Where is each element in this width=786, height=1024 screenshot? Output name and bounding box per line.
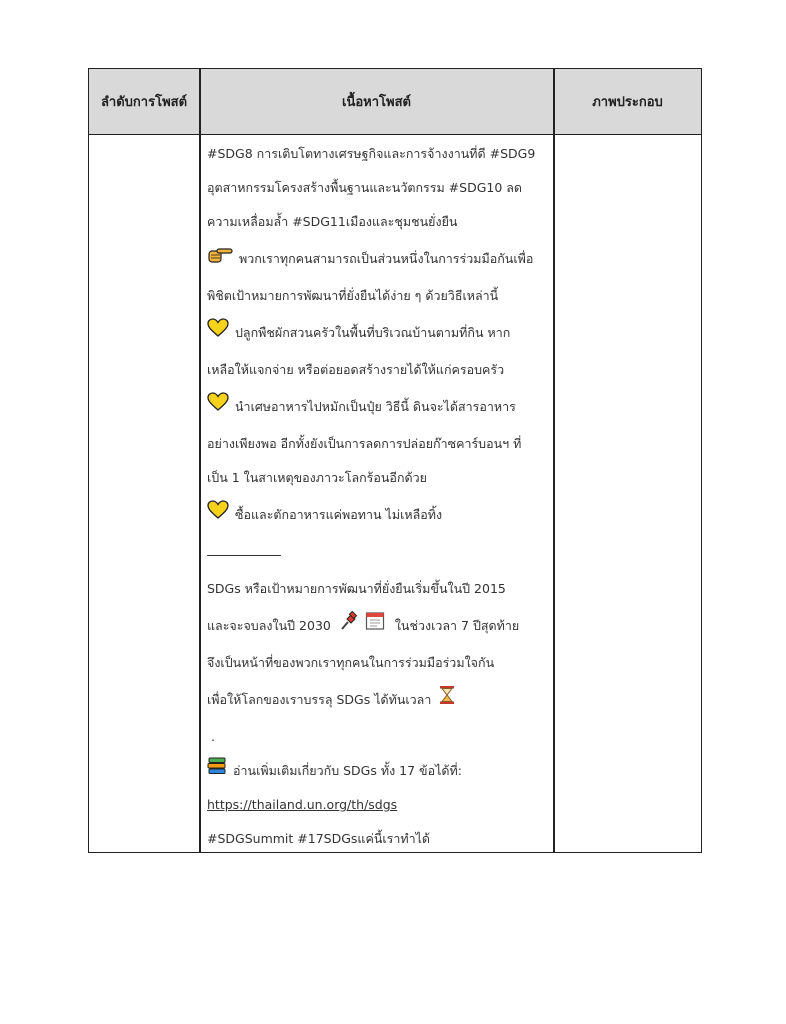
- post-line: จึงเป็นหน้าที่ของพวกเราทุกคนในการร่วมมือร่วมใจกัน: [207, 655, 495, 670]
- dot-text: .: [211, 729, 215, 744]
- post-line: อุตสาหกรรมโครงสร้างพื้นฐานและนวัตกรรม #SDG10 ลด: [207, 180, 523, 195]
- header-post-order: ลำดับการโพสต์: [100, 94, 188, 110]
- post-line-text: ในช่วงเวลา 7 ปีสุดท้าย: [394, 618, 520, 633]
- post-line: เป็น 1 ในสาเหตุของภาวะโลกร้อนอีกด้วย: [207, 470, 427, 485]
- post-line: [207, 683, 547, 720]
- post-line-text: ปลูกพืชผักสวนครัวในพื้นที่บริเวณบ้านตามที่กิน หาก: [235, 325, 511, 340]
- post-line: ความเหลื่อมล้ำ #SDG11เมืองและชุมชนยั่งยืน: [207, 214, 458, 229]
- post-line-text: นำเศษอาหารไปหมักเป็นปุ๋ย วิธีนี้ ดินจะได้สารอาหาร: [235, 399, 516, 414]
- sdgs-link[interactable]: https://thailand.un.org/th/sdgs: [207, 797, 398, 812]
- column-divider-1: [199, 69, 201, 852]
- post-line: [207, 788, 547, 822]
- content-table: [88, 68, 702, 853]
- post-line: [207, 390, 547, 427]
- calendar-icon: [365, 610, 385, 644]
- post-line: [207, 498, 547, 535]
- yellow-heart-icon: [207, 317, 229, 351]
- separator-line: [207, 535, 547, 572]
- post-line: SDGs หรือเป้าหมายการพัฒนาที่ยั่งยืนเริ่มขึ้นในปี 2015: [207, 581, 506, 596]
- post-line: #SDG8 การเติบโตทางเศรษฐกิจและการจ้างงานที่ดี #SDG9: [207, 146, 536, 161]
- yellow-heart-icon: [207, 391, 229, 425]
- post-line-text: ซื้อและตักอาหารแค่พอทาน ไม่เหลือทิ้ง: [235, 507, 443, 522]
- post-line-text: อ่านเพิ่มเติมเกี่ยวกับ SDGs ทั้ง 17 ข้อได้ที่:: [233, 763, 462, 778]
- table-header-row: [89, 69, 701, 135]
- post-line: [207, 720, 547, 754]
- pointing-hand-icon: [207, 243, 233, 277]
- post-line: [207, 242, 547, 279]
- post-line: [207, 754, 547, 788]
- books-icon: [207, 755, 227, 789]
- post-line-text: เพื่อให้โลกของเราบรรลุ SDGs ได้ทันเวลา: [207, 692, 432, 707]
- post-line-text: พวกเราทุกคนสามารถเป็นส่วนหนึ่งในการร่วมมือกันเพื่อ: [239, 251, 534, 266]
- post-line: พิชิตเป้าหมายการพัฒนาที่ยั่งยืนได้ง่าย ๆ ด้วยวิธีเหล่านี้: [207, 288, 499, 303]
- yellow-heart-icon: [207, 499, 229, 533]
- hourglass-icon: [439, 684, 455, 718]
- post-line: [207, 609, 547, 646]
- header-post-content: เนื้อหาโพสต์: [342, 94, 411, 110]
- column-divider-2: [553, 69, 555, 852]
- post-line: อย่างเพียงพอ อีกทั้งยังเป็นการลดการปล่อยก๊าซคาร์บอนฯ ที่: [207, 436, 522, 451]
- post-line: เหลือให้แจกจ่าย หรือต่อยอดสร้างรายได้ให้แก่ครอบครัว: [207, 362, 505, 377]
- post-line: [207, 316, 547, 353]
- pushpin-icon: [339, 610, 359, 644]
- post-line-text: และจะจบลงในปี 2030: [207, 618, 331, 633]
- post-line: #SDGSummit #17SDGsแค่นี้เราทำได้: [207, 831, 431, 846]
- header-illustration: ภาพประกอบ: [592, 94, 663, 110]
- post-content-cell: [207, 137, 547, 856]
